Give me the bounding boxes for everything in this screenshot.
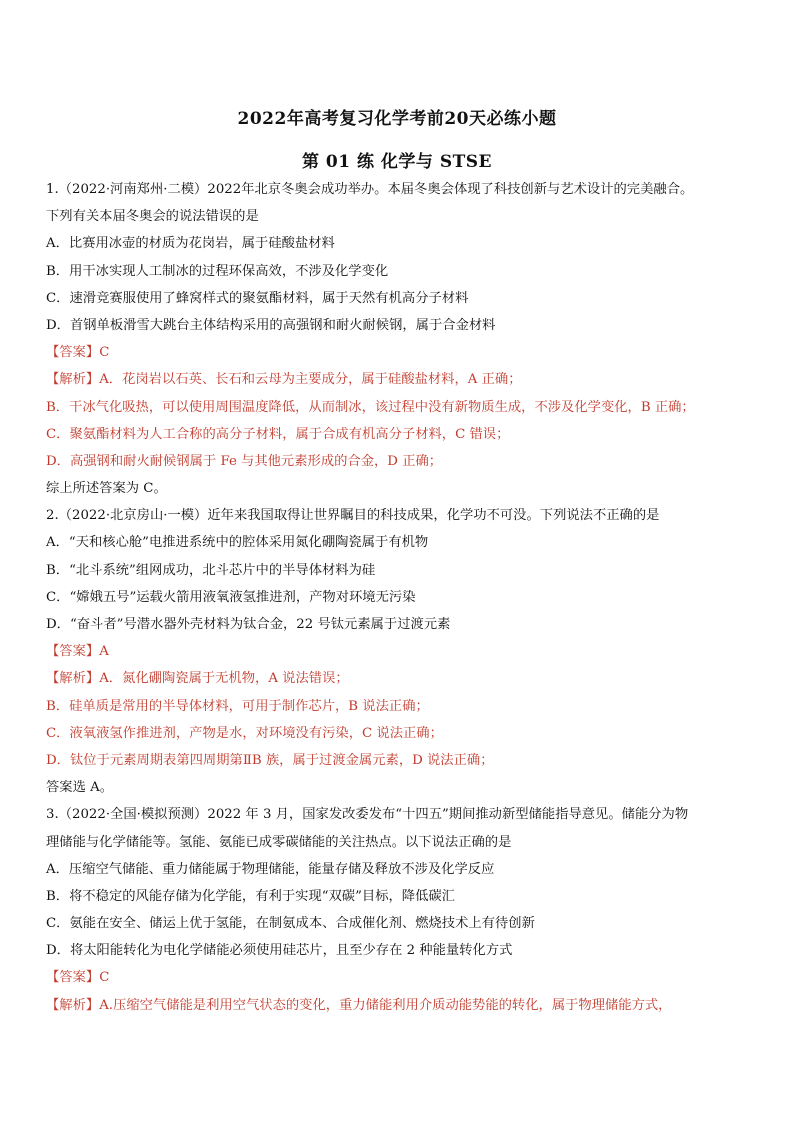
q1-analysis-line2: B．干冰气化吸热，可以使用周围温度降低，从而制冰，该过程中没有新物质生成，不涉及化学变化，B 正确； — [46, 399, 695, 415]
q3-option-a: A．压缩空气储能、重力储能属于物理储能，能量存储及释放不涉及化学反应 — [46, 861, 495, 877]
q1-option-c: C．速滑竞赛服使用了蜂窝样式的聚氨酯材料，属于天然有机高分子材料 — [46, 290, 469, 306]
q1-option-a: A．比赛用冰壶的材质为花岗岩，属于硅酸盐材料 — [46, 236, 335, 252]
q2-option-a: A．“天和核心舱”电推进系统中的腔体采用氮化硼陶瓷属于有机物 — [46, 535, 429, 551]
q2-analysis-line4: D．钛位于元素周期表第四周期第ⅡB 族，属于过渡金属元素，D 说法正确； — [46, 752, 494, 768]
answer-value: C — [99, 970, 110, 986]
q3-option-d: D．将太阳能转化为电化学储能必须使用硅芯片，且至少存在 2 种能量转化方式 — [46, 943, 513, 959]
analysis-text: A．花岗岩以石英、长石和云母为主要成分，属于硅酸盐材料，A 正确； — [99, 372, 522, 388]
q2-analysis-line3: C．液氧液氢作推进剂，产物是水，对环境没有污染，C 说法正确； — [46, 725, 443, 741]
q3-option-c: C．氨能在安全、储运上优于氢能，在制氨成本、合成催化剂、燃烧技术上有待创新 — [46, 916, 535, 932]
analysis-tag: 【解析】 — [46, 372, 100, 388]
q2-analysis-line1 — [46, 665, 756, 692]
q3-stem-line1: 3.（2022·全国·模拟预测）2022 年 3 月，国家发改委发布“十四五”期间推动新型储能指导意见。储能分为物 — [46, 807, 689, 823]
answer-tag: 【答案】 — [46, 644, 100, 660]
q2-option-d: D．“奋斗者”号潜水器外壳材料为钛合金，22 号钛元素属于过渡元素 — [46, 617, 451, 632]
q1-summary: 综上所述答案为 C。 — [46, 481, 167, 497]
analysis-tag: 【解析】 — [46, 671, 100, 687]
answer-value: A — [99, 644, 109, 660]
analysis-text: A．氮化硼陶瓷属于无机物，A 说法错误； — [99, 671, 349, 687]
q3-option-b: B．将不稳定的风能存储为化学能，有利于实现“双碳”目标，降低碳汇 — [46, 888, 455, 904]
q1-analysis-line1 — [46, 366, 756, 393]
q2-summary: 答案选 A。 — [46, 780, 114, 796]
q2-answer — [46, 638, 756, 665]
q1-option-d: D．首钢单板滑雪大跳台主体结构采用的高强钢和耐火耐候钢，属于合金材料 — [46, 317, 496, 333]
q2-option-b: B．“北斗系统”组网成功，北斗芯片中的半导体材料为硅 — [46, 562, 376, 578]
q1-option-b: B．用干冰实现人工制冰的过程环保高效，不涉及化学变化 — [46, 263, 389, 279]
q1-stem-line1: 1.（2022·河南郑州·二模）2022年北京冬奥会成功举办。本届冬奥会体现了科技创新与艺术设计的完美融合。 — [46, 182, 694, 197]
q1-analysis-line3: C．聚氨酯材料为人工合称的高分子材料，属于合成有机高分子材料，C 错误； — [46, 426, 510, 442]
document-subtitle: 第 01 练 化学与 STSE — [302, 152, 492, 172]
document-title: 2022年高考复习化学考前20天必练小题 — [237, 109, 557, 129]
q2-analysis-line2: B．硅单质是常用的半导体材料，可用于制作芯片，B 说法正确； — [46, 698, 429, 714]
q3-analysis-line1 — [46, 992, 756, 1019]
q2-stem-line1: 2.（2022·北京房山·一模）近年来我国取得让世界瞩目的科技成果，化学功不可没。下列说法不正确的是 — [46, 508, 660, 524]
q2-option-c: C．“嫦娥五号”运载火箭用液氧液氢推进剂，产物对环境无污染 — [46, 589, 416, 605]
q1-stem-line2: 下列有关本届冬奥会的说法错误的是 — [46, 209, 259, 225]
document-body — [46, 176, 756, 1019]
analysis-text: A.压缩空气储能是利用空气状态的变化，重力储能利用介质动能势能的转化，属于物理储能方式， — [99, 997, 672, 1013]
q3-stem-line2: 理储能与化学储能等。氢能、氨能已成零碳储能的关注热点。以下说法正确的是 — [46, 834, 512, 850]
answer-tag: 【答案】 — [46, 970, 100, 986]
q3-answer — [46, 964, 756, 991]
q1-answer — [46, 339, 756, 366]
answer-tag: 【答案】 — [46, 345, 100, 361]
q1-analysis-line4: D．高强钢和耐火耐候钢属于 Fe 与其他元素形成的合金，D 正确； — [46, 453, 443, 469]
answer-value: C — [99, 345, 110, 361]
analysis-tag: 【解析】 — [46, 997, 100, 1013]
